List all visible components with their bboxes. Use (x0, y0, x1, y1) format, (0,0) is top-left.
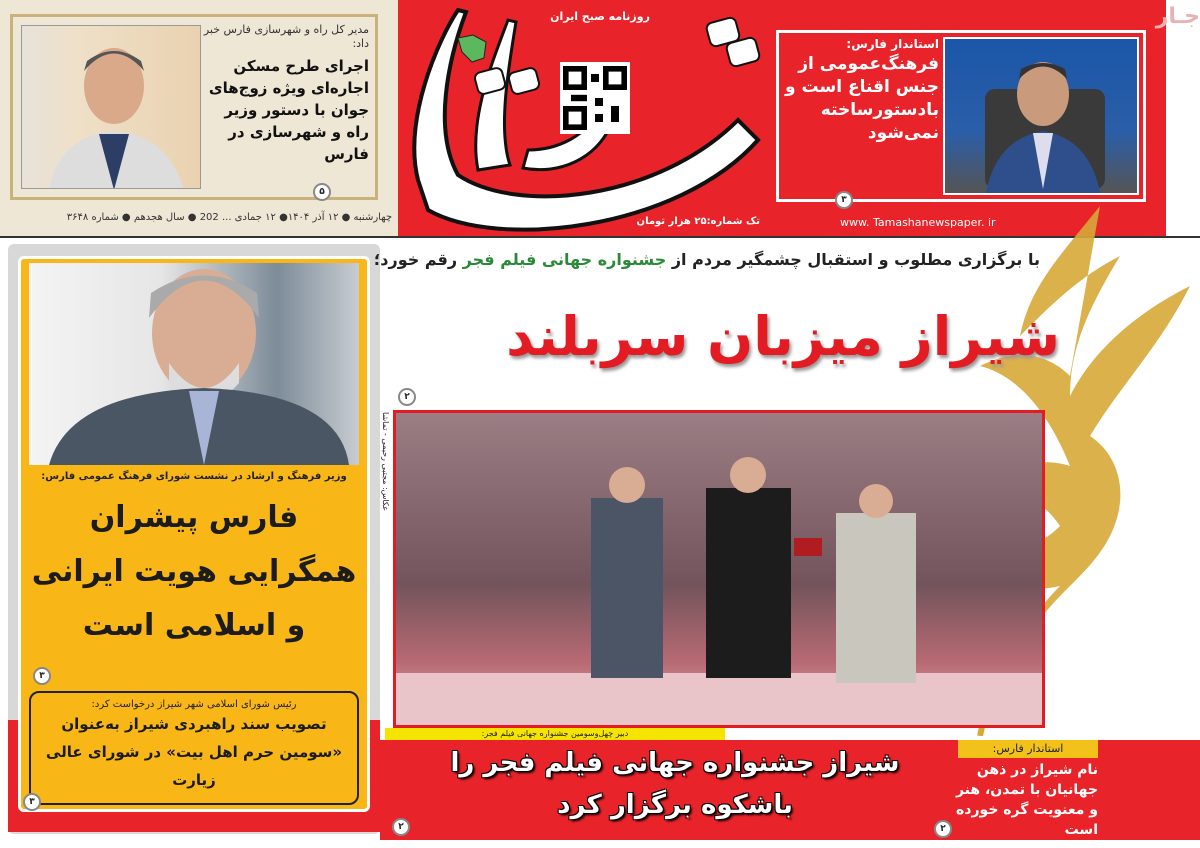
photo-caption: دبیر چهل‌وسومین جشنواره جهانی فیلم فجر: (385, 728, 725, 740)
top-right-story[interactable] (776, 30, 1146, 205)
page-badge: ۳ (33, 667, 51, 685)
right-box-headline[interactable]: نام شیراز در ذهن جهانیان با تمدن، هنر و معنویت گره خورده است (955, 762, 1098, 838)
headline: فرهنگ‌عمومی از جنس اقناع است و بادستورساخته نمی‌شود (785, 54, 939, 143)
main-headline[interactable]: شیراز میزبان سربلند (506, 305, 1060, 368)
page-badge: ۳ (23, 793, 41, 811)
kicker: استاندار فارس: (846, 37, 939, 51)
left-story-card[interactable] (18, 256, 370, 812)
top-left-story[interactable] (10, 14, 378, 200)
headline: اجرای طرح مسکن اجاره‌ای ویژه زوج‌های جوان با دستور وزیر راه و شهرسازی در فارس (208, 57, 369, 163)
page-badge: ۲ (934, 820, 952, 838)
subhead-text: با برگزاری مطلوب و استقبال چشمگیر مردم از (666, 250, 1040, 269)
headline: فارس پیشران همگرایی هویت ایرانی و اسلامی است (31, 500, 357, 643)
kicker: مدیر کل راه و شهرسازی فارس خبر داد: (203, 23, 369, 50)
page-badge: ۲ (392, 818, 410, 836)
main-subheadline (373, 250, 1040, 269)
iran-map-icon (458, 35, 486, 62)
right-box-kicker: استاندار فارس: (958, 740, 1098, 758)
slogan: روزنامه صبح ایران (550, 10, 650, 23)
sub-story[interactable] (29, 691, 359, 805)
watermark: جـار (1155, 4, 1200, 29)
headline: تصویب سند راهبردی شیراز به‌عنوان «سومین حرم اهل بیت» در شورای عالی زیارت (45, 715, 343, 789)
page-badge: ۳ (835, 191, 853, 209)
bottom-headline[interactable]: شیراز جشنواره جهانی فیلم فجر را باشکوه برگزار کرد (450, 748, 900, 820)
qr-code[interactable] (560, 62, 630, 134)
subhead-text: رقم خورد؛ (373, 250, 463, 269)
kicker: وزیر فرهنگ و ارشاد در نشست شورای فرهنگ عمومی فارس: (41, 471, 347, 482)
page-badge: ۲ (398, 388, 416, 406)
date-line: چهارشنبه ● ۱۲ آذر ۱۴۰۴● ۱۲ جمادی ... 202 ● سال هجدهم ● شماره ۳۶۴۸ (66, 212, 392, 223)
minister-photo (29, 263, 359, 465)
photo-credit: عکاس: مجتبی رحیمی - تماشا (381, 412, 390, 512)
subhead-highlight: جشنواره جهانی فیلم فجر (462, 250, 667, 269)
kicker: رئیس شورای اسلامی شهر شیراز درخواست کرد: (91, 699, 297, 710)
price-label: تک شماره:۲۵ هزار تومان (636, 216, 760, 227)
page-badge: ۵ (313, 183, 331, 201)
governor-photo (943, 37, 1139, 195)
website-link[interactable]: www. Tamashanewspaper. ir (840, 216, 996, 229)
festival-photo (393, 410, 1045, 728)
official-photo (21, 25, 201, 189)
